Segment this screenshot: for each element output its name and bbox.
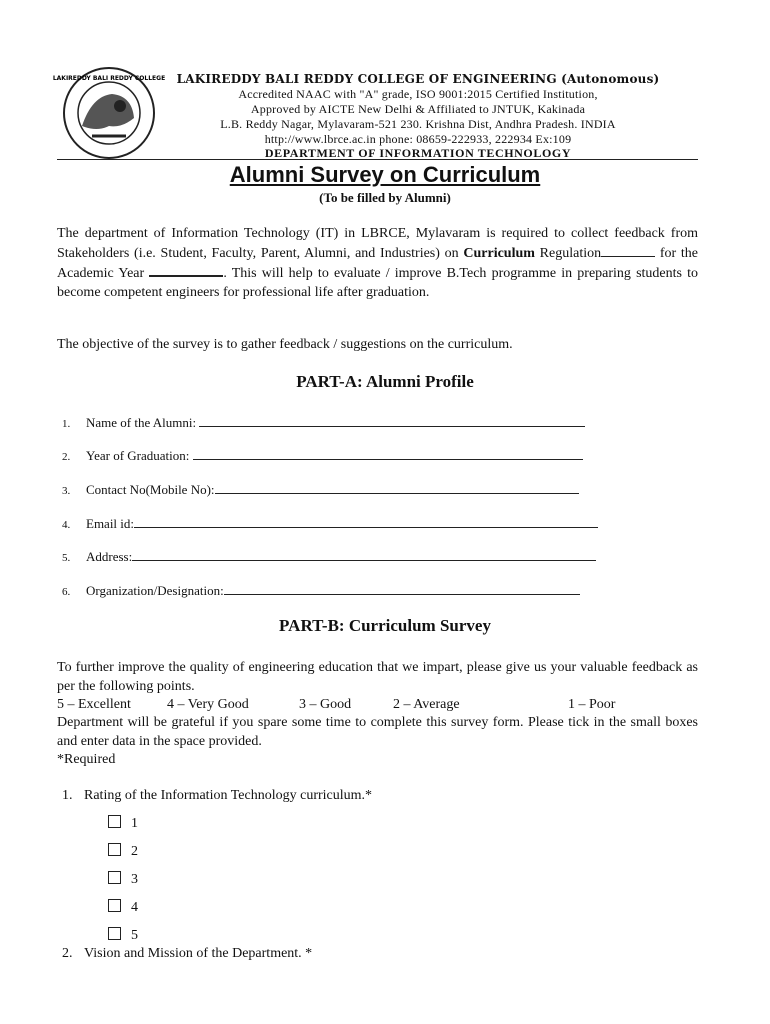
contact-line[interactable]: http://www.lbrce.ac.in phone: 08659-222933, 222934 Ex:109 [264, 132, 572, 146]
approval-line: Approved by AICTE New Delhi & Affiliated to JNTUK, Kakinada [250, 102, 586, 116]
part-a-heading: PART-A: Alumni Profile [296, 372, 474, 391]
required-note: *Required [57, 752, 116, 767]
question-2: 2. Vision and Mission of the Department. * [62, 946, 313, 961]
logo-text: LAKIREDDY BALI REDDY COLLEGE [52, 75, 166, 82]
field-contact: 3. Contact No(Mobile No): [62, 481, 579, 499]
college-name: LAKIREDDY BALI REDDY COLLEGE OF ENGINEERING (Autonomous) [176, 72, 660, 86]
header-divider [57, 159, 698, 160]
intro-paragraph: The department of Information Technology (IT) in LBRCE, Mylavaram is required to collect feedback from Stakeholders (i.e. Student, Faculty, Parent, Alumni, and Industries) on Curriculum Regulation for the Academic Year . This will help to evaluate / improve B.Tech programme in preparing students to become competent engineers for professional life after graduation. [57, 226, 698, 300]
rating-1: 1 – Poor [568, 697, 616, 712]
field-address: 5. Address: [62, 548, 596, 566]
rating-2: 2 – Average [393, 697, 460, 712]
part-b-intro: To further improve the quality of engineering education that we impart, please give us your valuable feedback as per the following points. [57, 660, 698, 694]
checkbox[interactable] [108, 815, 121, 828]
objective-paragraph: The objective of the survey is to gather feedback / suggestions on the curriculum. [57, 337, 513, 352]
accreditation-line: Accredited NAAC with "A" grade, ISO 9001:2015 Certified Institution, [238, 87, 598, 101]
college-logo [52, 66, 166, 160]
rating-4: 4 – Very Good [167, 697, 249, 712]
checkbox[interactable] [108, 927, 121, 940]
email-input[interactable] [134, 515, 598, 528]
q1-option-4[interactable]: 4 [108, 899, 138, 916]
question-1: 1. Rating of the Information Technology curriculum.* [62, 788, 373, 803]
q1-option-5[interactable]: 5 [108, 927, 138, 944]
field-graduation-year: 2. Year of Graduation: [62, 447, 583, 465]
part-b-heading: PART-B: Curriculum Survey [279, 616, 491, 635]
department-line: DEPARTMENT OF INFORMATION TECHNOLOGY [264, 146, 572, 160]
contact-input[interactable] [215, 481, 579, 494]
address-line: L.B. Reddy Nagar, Mylavaram-521 230. Krishna Dist, Andhra Pradesh. INDIA [220, 117, 616, 131]
checkbox[interactable] [108, 871, 121, 884]
q1-option-2[interactable]: 2 [108, 843, 138, 860]
address-input[interactable] [132, 548, 596, 561]
academic-year-blank[interactable] [149, 263, 223, 277]
part-b-note: Department will be grateful if you spare some time to complete this survey form. Please tick in the small boxes and enter data in the space provided. [57, 715, 698, 749]
checkbox[interactable] [108, 843, 121, 856]
q1-option-3[interactable]: 3 [108, 871, 138, 888]
q1-option-1[interactable]: 1 [108, 815, 138, 832]
field-organization: 6. Organization/Designation: [62, 582, 580, 600]
field-email: 4. Email id: [62, 515, 598, 533]
graduation-year-input[interactable] [193, 447, 583, 460]
rating-3: 3 – Good [299, 697, 352, 712]
name-input[interactable] [199, 414, 585, 427]
rating-scale [57, 696, 698, 715]
rating-5: 5 – Excellent [57, 697, 131, 712]
checkbox[interactable] [108, 899, 121, 912]
organization-input[interactable] [224, 582, 580, 595]
page-subtitle: (To be filled by Alumni) [319, 190, 451, 205]
field-name: 1. Name of the Alumni: [62, 414, 585, 432]
regulation-blank[interactable] [601, 244, 655, 257]
page-title: Alumni Survey on Curriculum [229, 162, 541, 187]
